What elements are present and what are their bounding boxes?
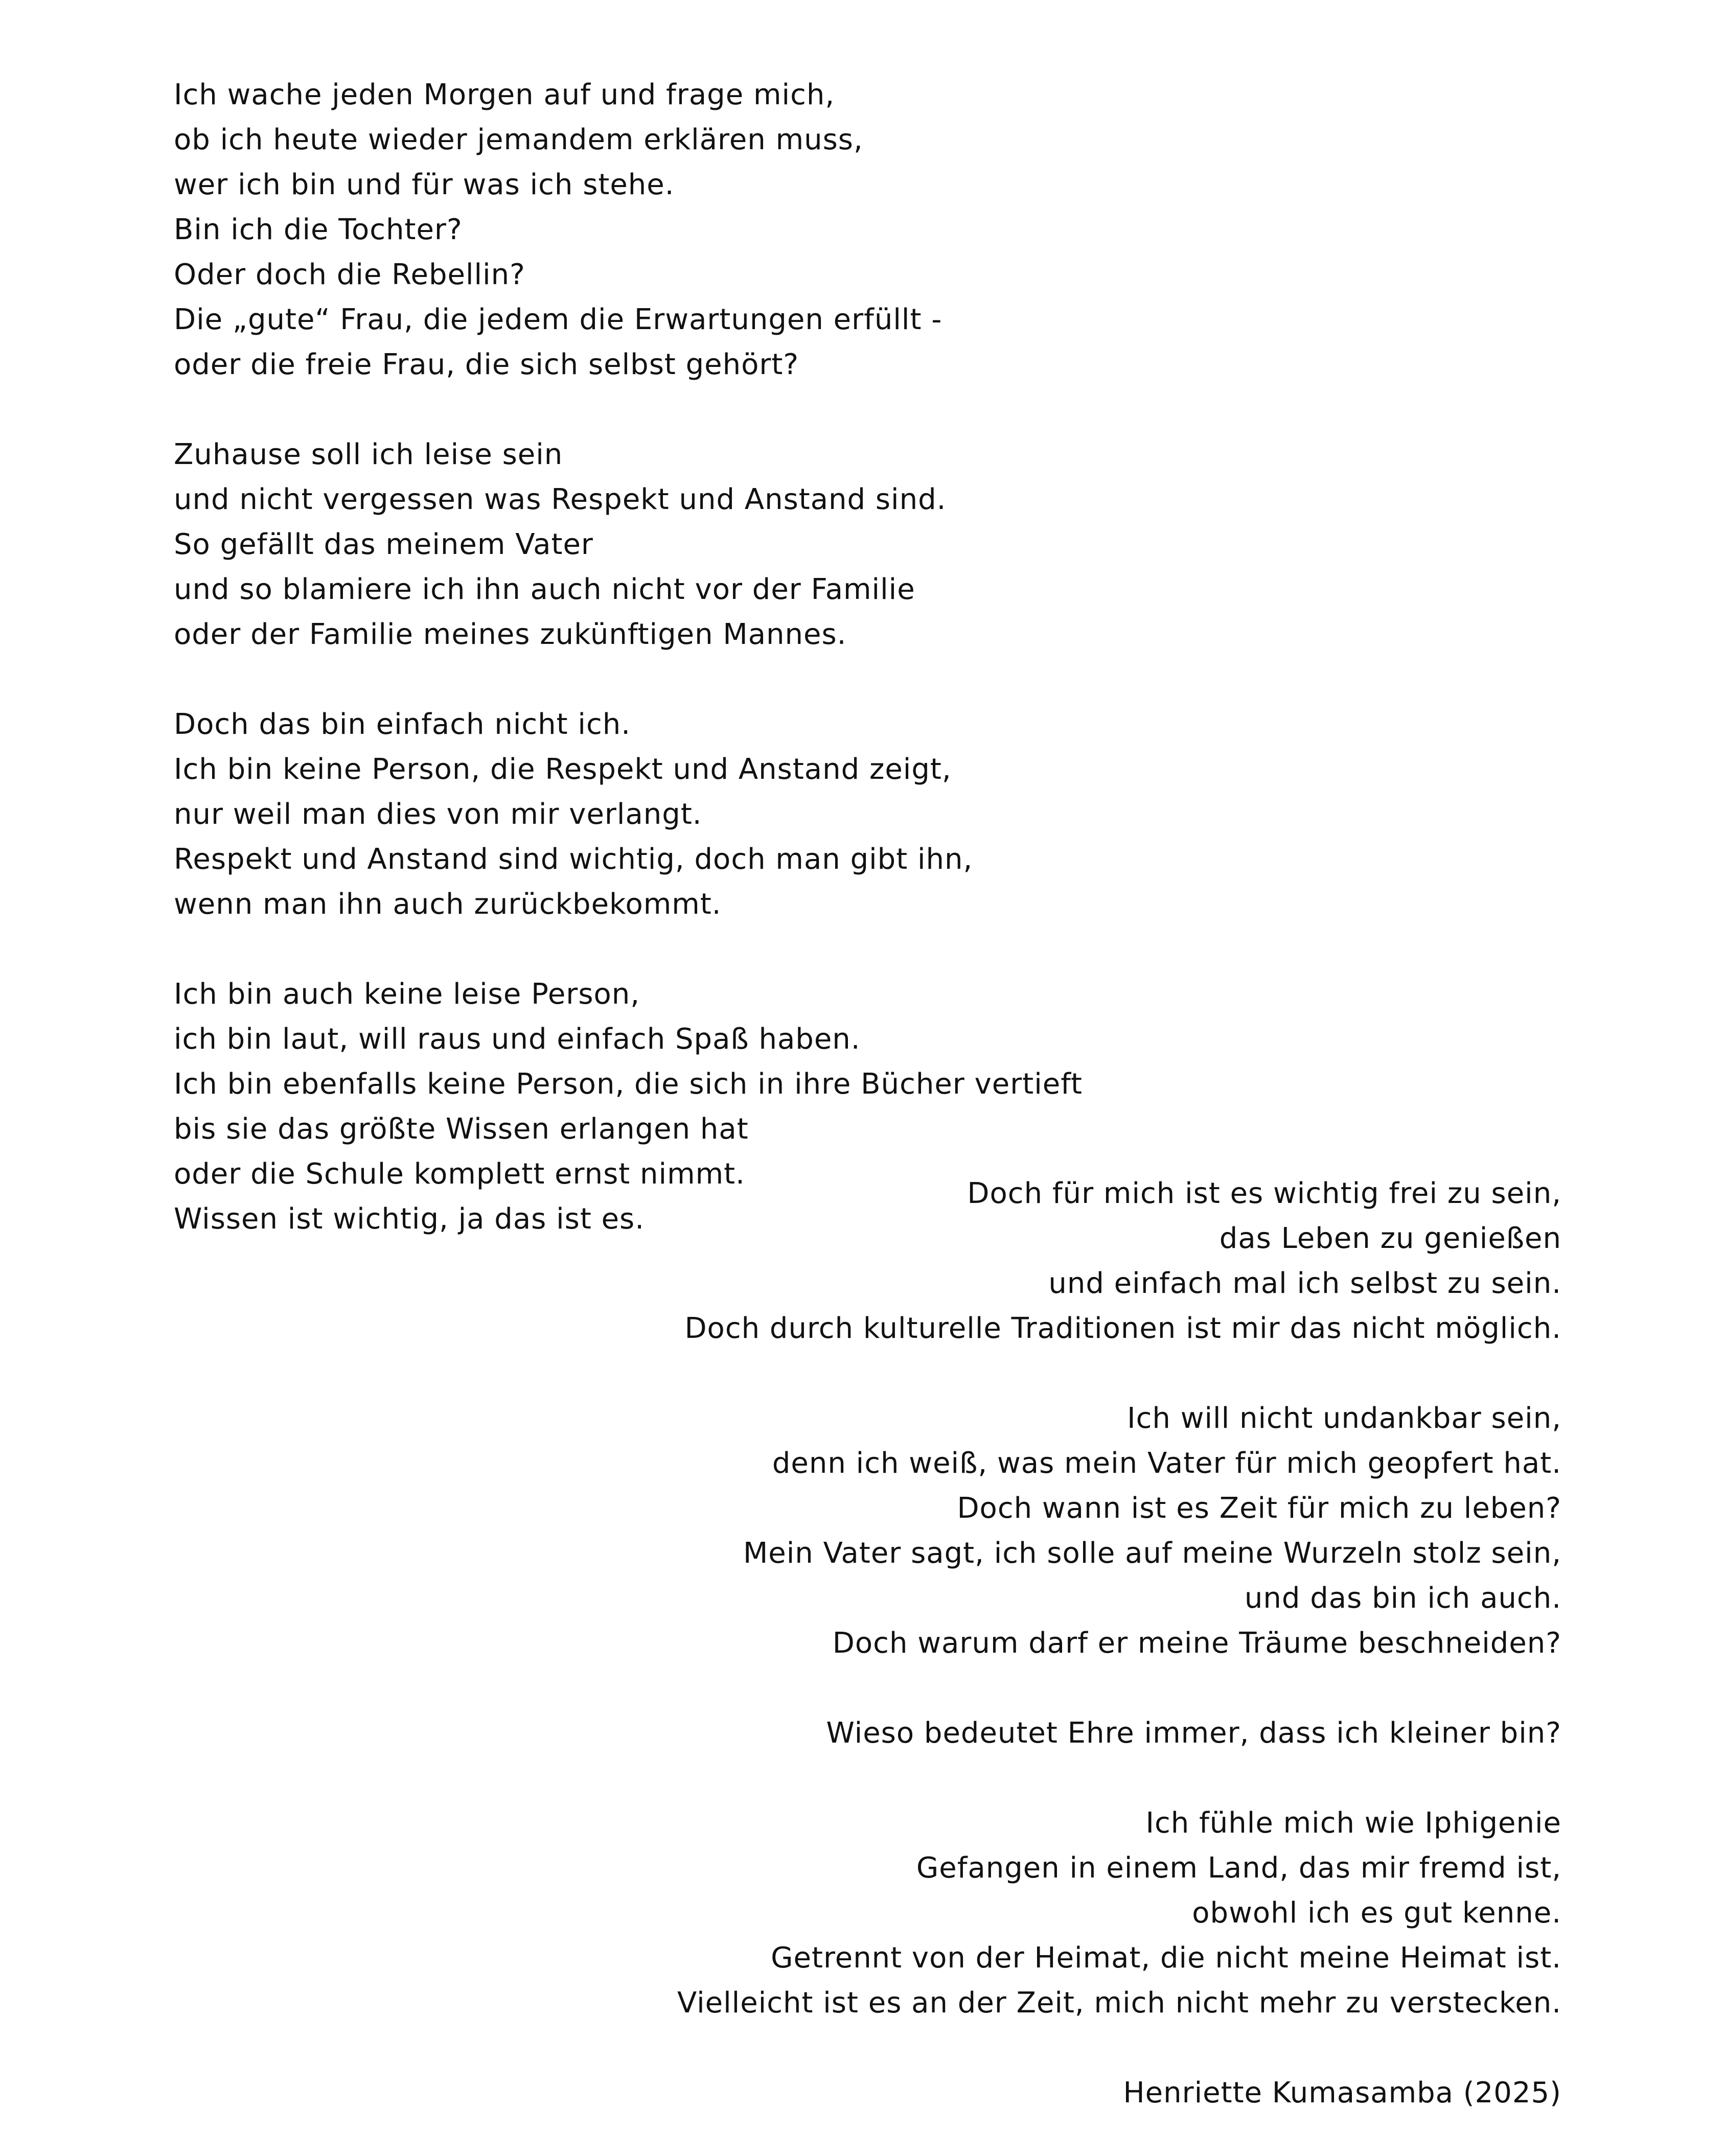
poem-left-column [174,73,1083,1242]
poem-line: Doch das bin einfach nicht ich. [174,708,631,741]
poem-line: oder die freie Frau, die sich selbst gehört? [174,348,799,381]
poem-right-column [677,1171,1561,2116]
poem-line: Bin ich die Tochter? [174,213,463,246]
poem-line: denn ich weiß, was mein Vater für mich geopfert hat. [772,1447,1561,1480]
stanza-2 [174,432,1083,657]
poem-line: Doch warum darf er meine Träume beschneiden? [832,1627,1561,1660]
poem-line: ob ich heute wieder jemandem erklären muss, [174,123,863,156]
poem-line: Mein Vater sagt, ich solle auf meine Wurzeln stolz sein, [743,1537,1561,1570]
poem-line: wenn man ihn auch zurückbekommt. [174,888,722,921]
stanza-3 [174,702,1083,927]
poem-line: Zuhause soll ich leise sein [174,438,563,471]
poem-line: Gefangen in einem Land, das mir fremd ist, [916,1851,1561,1885]
poem-line: Respekt und Anstand sind wichtig, doch man gibt ihn, [174,843,973,876]
signature-text: Henriette Kumasamba (2025) [1123,2076,1561,2109]
poem-line: bis sie das größte Wissen erlangen hat [174,1112,749,1146]
poem-line: und nicht vergessen was Respekt und Anstand sind. [174,483,947,516]
poem-line: oder die Schule komplett ernst nimmt. [174,1157,745,1191]
poem-line: Doch durch kulturelle Traditionen ist mir das nicht möglich. [684,1312,1561,1345]
poem-line: Ich bin keine Person, die Respekt und Anstand zeigt, [174,753,952,786]
poem-line: Ich will nicht undankbar sein, [1127,1402,1561,1435]
poem-line: Die „gute“ Frau, die jedem die Erwartungen erfüllt - [174,303,942,336]
poem-line: Getrennt von der Heimat, die nicht meine Heimat ist. [771,1941,1561,1975]
poem-line: und das bin ich auch. [1244,1582,1561,1615]
stanza-8 [677,1801,1561,2026]
stanza-5 [677,1171,1561,1351]
poem-line: Wieso bedeutet Ehre immer, dass ich kleiner bin? [826,1717,1561,1750]
poem-line: Ich bin auch keine leise Person, [174,978,640,1011]
poem-line: Doch für mich ist es wichtig frei zu sein, [967,1177,1561,1210]
poem-line: obwohl ich es gut kenne. [1192,1896,1561,1930]
stanza-7 [677,1711,1561,1756]
poem-line: So gefällt das meinem Vater [174,528,593,561]
poem-line: Wissen ist wichtig, ja das ist es. [174,1202,645,1236]
poem-line: und so blamiere ich ihn auch nicht vor der Familie [174,573,915,606]
author-signature [677,2071,1561,2116]
poem-line: Doch wann ist es Zeit für mich zu leben? [957,1492,1561,1525]
poem-line: Ich bin ebenfalls keine Person, die sich in ihre Bücher vertieft [174,1068,1083,1101]
poem-line: oder der Familie meines zukünftigen Mannes. [174,618,847,651]
poem-line: Vielleicht ist es an der Zeit, mich nicht mehr zu verstecken. [677,1986,1561,2020]
poem-line: Ich fühle mich wie Iphigenie [1145,1806,1561,1840]
poem-line: nur weil man dies von mir verlangt. [174,798,702,831]
poem-line: Oder doch die Rebellin? [174,258,525,291]
poem-line: wer ich bin und für was ich stehe. [174,168,675,201]
poem-line: Ich wache jeden Morgen auf und frage mich, [174,78,835,111]
poem-line: ich bin laut, will raus und einfach Spaß haben. [174,1023,861,1056]
poem-line: und einfach mal ich selbst zu sein. [1048,1267,1561,1300]
poem-line: das Leben zu genießen [1219,1222,1561,1255]
stanza-6 [677,1396,1561,1666]
stanza-1 [174,73,1083,387]
